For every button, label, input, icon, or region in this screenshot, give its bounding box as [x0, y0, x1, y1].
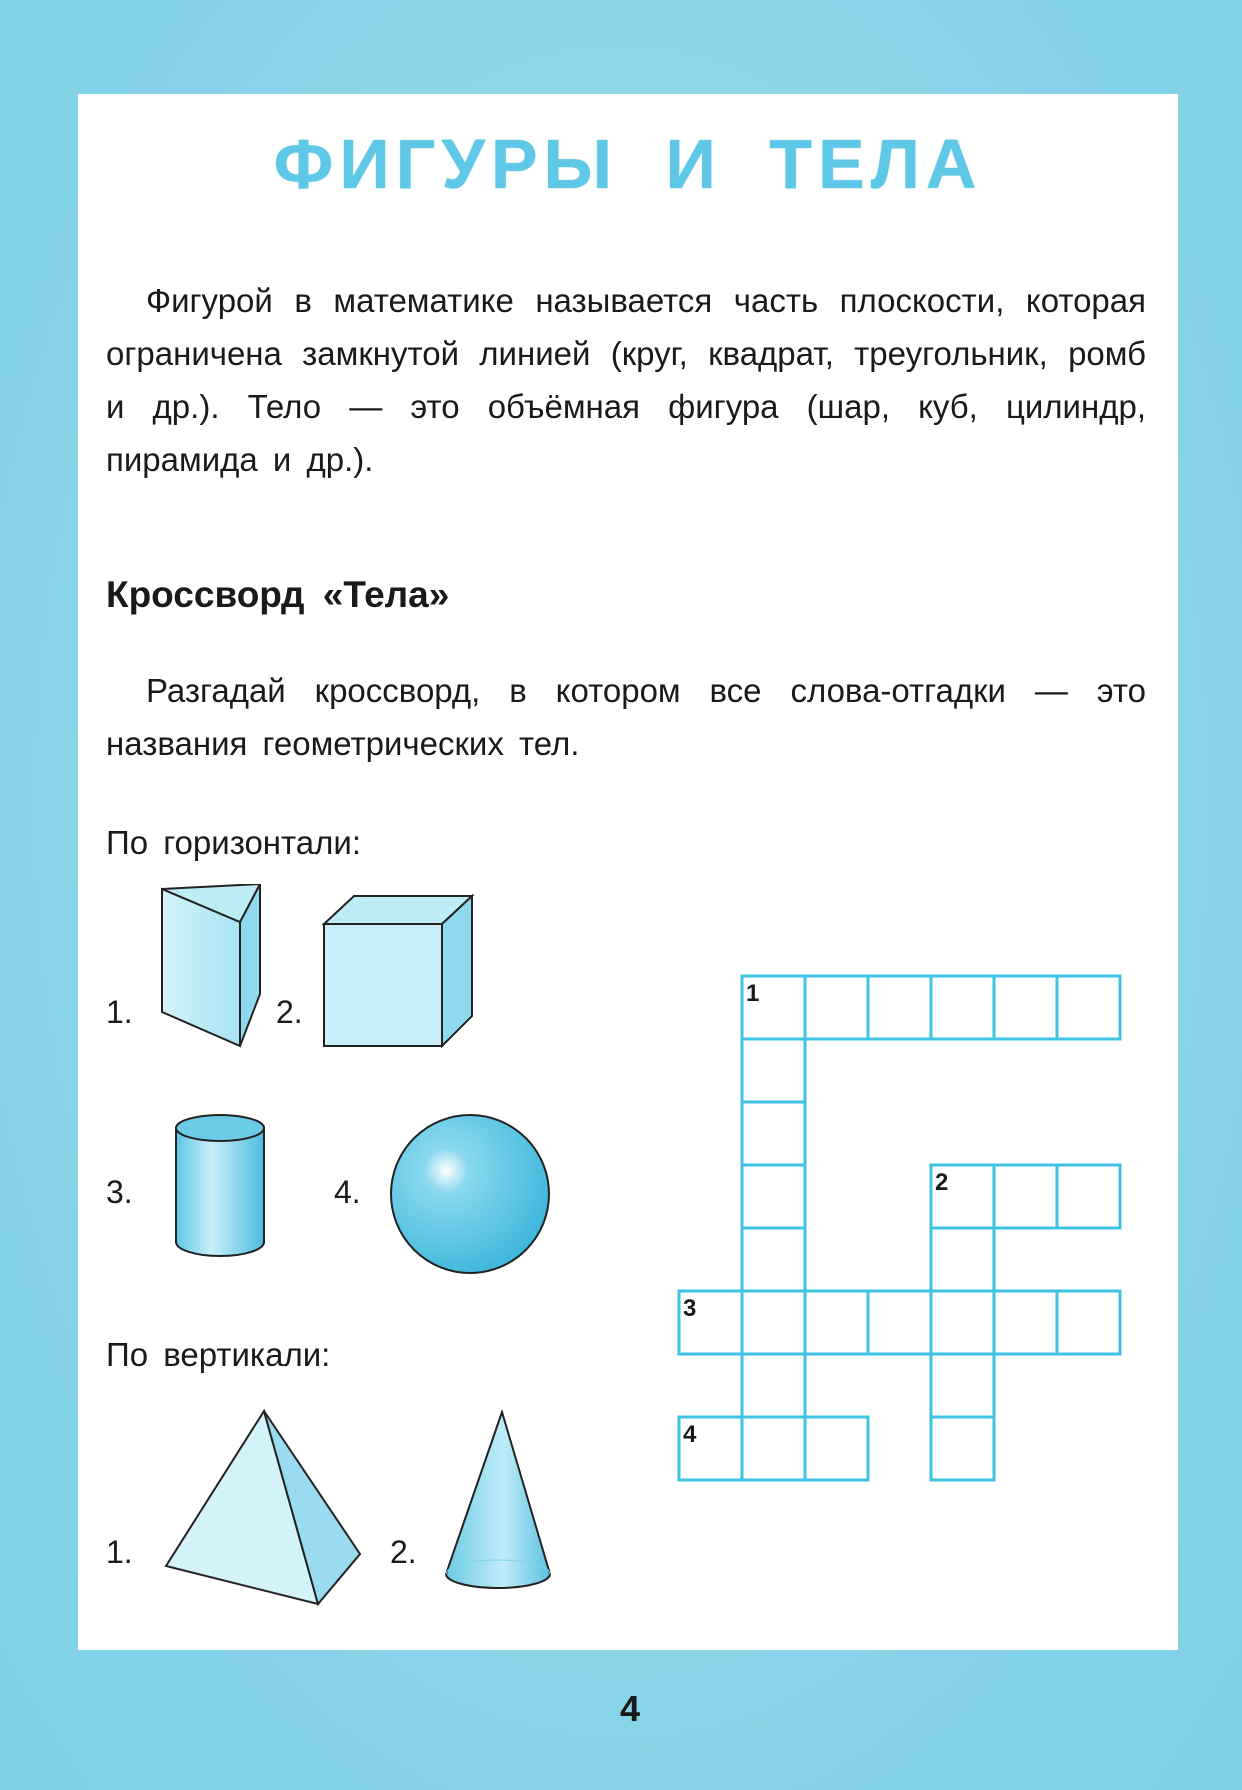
- crossword-cell[interactable]: [805, 1291, 868, 1354]
- crossword-cell[interactable]: [931, 1228, 994, 1291]
- crossword-cell[interactable]: [1057, 976, 1120, 1039]
- intro-paragraph: Фигурой в математике называется часть плоскости, которая ограничена замкнутой линией (круг, квадрат, треугольник, ромб и др.). Тело — это объёмная фигура (шар, куб, цилиндр, пирамида и др.).: [106, 282, 1146, 478]
- crossword-clue-4: 4: [683, 1421, 697, 1448]
- crossword-cell[interactable]: [994, 1165, 1057, 1228]
- crossword-cell[interactable]: [742, 1417, 805, 1480]
- crossword-cell[interactable]: [742, 1102, 805, 1165]
- crossword-cell[interactable]: [868, 976, 931, 1039]
- page-number: 4: [619, 1688, 641, 1729]
- crossword-cell[interactable]: [868, 1291, 931, 1354]
- crossword-clue-3: 3: [683, 1295, 697, 1322]
- horizontal-label: По горизонтали:: [106, 824, 361, 861]
- crossword-clue-2: 2: [935, 1169, 949, 1196]
- horizontal-number-4: 4.: [334, 1174, 361, 1210]
- crossword-cell[interactable]: [805, 1417, 868, 1480]
- crossword-title: Кроссворд «Тела»: [106, 574, 450, 615]
- crossword-cell[interactable]: [742, 1228, 805, 1291]
- crossword-cell[interactable]: [994, 976, 1057, 1039]
- crossword-cell[interactable]: [931, 1354, 994, 1417]
- crossword-clue-1: 1: [746, 980, 760, 1007]
- crossword-cell[interactable]: [1057, 1291, 1120, 1354]
- vertical-label: По вертикали:: [106, 1336, 331, 1373]
- task-paragraph: Разгадай кроссворд, в котором все слова-отгадки — это названия геометрических тел.: [106, 672, 1146, 762]
- crossword-cell[interactable]: [742, 1291, 805, 1354]
- horizontal-number-1: 1.: [106, 994, 133, 1030]
- page-sheet: [78, 94, 1178, 1650]
- crossword-grid: [78, 94, 1178, 1650]
- crossword-cell[interactable]: [742, 1039, 805, 1102]
- crossword-cell[interactable]: [931, 976, 994, 1039]
- crossword-cell[interactable]: [931, 1291, 994, 1354]
- crossword-cell[interactable]: [994, 1291, 1057, 1354]
- horizontal-number-2: 2.: [276, 994, 303, 1030]
- crossword-cell[interactable]: [742, 1354, 805, 1417]
- crossword-cell[interactable]: [805, 976, 868, 1039]
- page-title: ФИГУРЫ И ТЕЛА: [273, 125, 983, 203]
- crossword-cell[interactable]: [1057, 1165, 1120, 1228]
- vertical-number-1: 1.: [106, 1534, 133, 1570]
- crossword-cell[interactable]: [931, 1417, 994, 1480]
- vertical-number-2: 2.: [390, 1534, 417, 1570]
- horizontal-number-3: 3.: [106, 1174, 133, 1210]
- crossword-cell[interactable]: [742, 1165, 805, 1228]
